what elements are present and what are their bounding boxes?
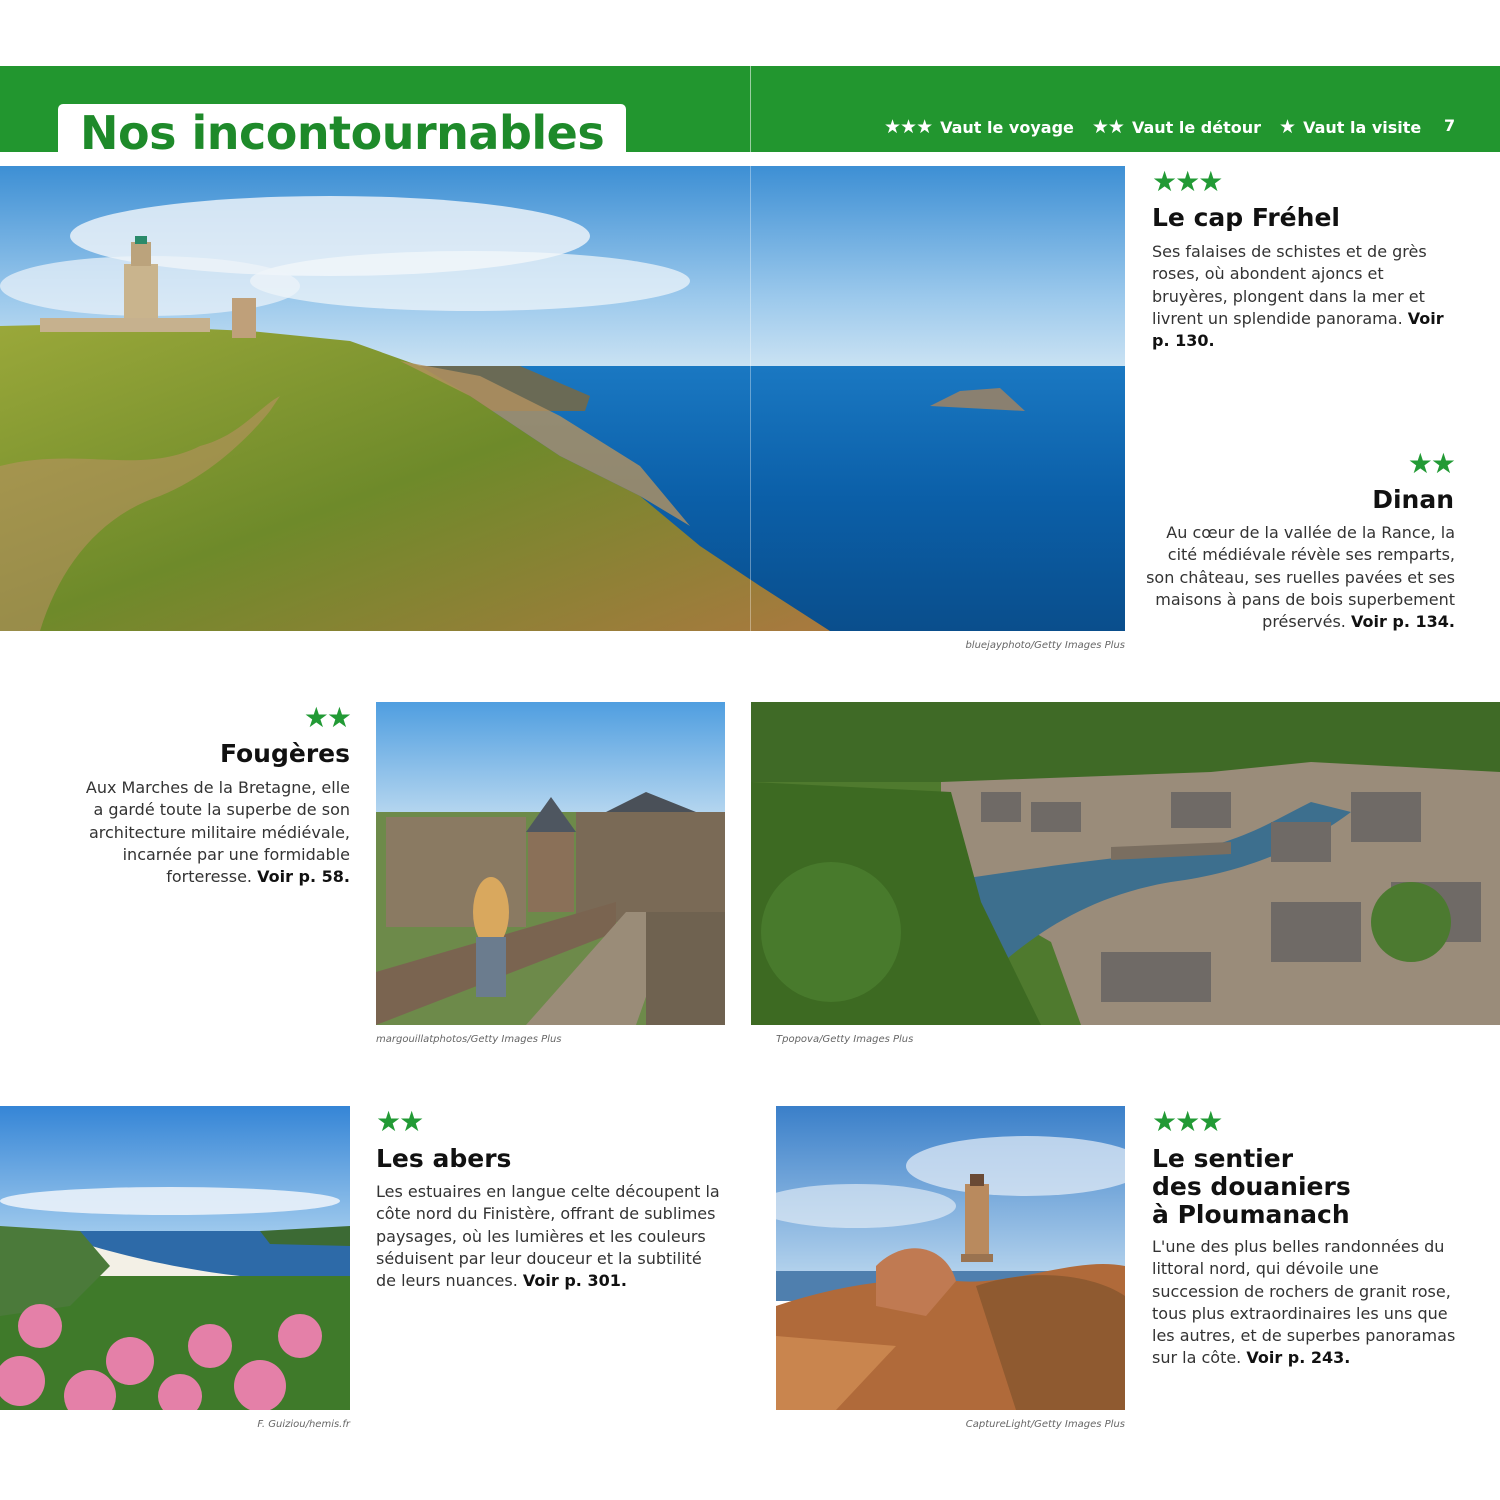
- photo-credit: margouillatphotos/Getty Images Plus: [376, 1034, 562, 1045]
- two-star-icon: ★★: [1407, 447, 1454, 480]
- sight-text-fougeres: [80, 777, 350, 888]
- photo-gutter: [750, 166, 751, 631]
- three-star-icon: ★★★: [884, 116, 933, 138]
- page-reference: Voir p. 301.: [522, 1271, 627, 1291]
- sight-text-dinan: [1140, 522, 1455, 633]
- legend-label: Vaut la visite: [1303, 117, 1422, 137]
- ploumanach-photo: [776, 1106, 1125, 1410]
- sight-text-frehel: [1152, 241, 1452, 352]
- sight-description: Ses falaises de schistes et de grès roses, où abondent ajoncs et bruyères, plongent dans la mer et livrent un splendide panorama.: [1152, 242, 1427, 328]
- two-star-icon: ★★: [1091, 116, 1124, 138]
- one-star-icon: ★: [1279, 116, 1296, 138]
- photo-credit: CaptureLight/Getty Images Plus: [965, 1419, 1125, 1430]
- sight-title-fougeres: Fougères: [219, 739, 350, 768]
- sight-description: Au cœur de la vallée de la Rance, la cité médiévale révèle ses remparts, son château, ses ruelles pavées et ses maisons à pans de bois superbement préservés.: [1146, 523, 1455, 632]
- page-number: 7: [1444, 116, 1456, 135]
- page-reference: Voir p. 134.: [1350, 612, 1455, 632]
- sight-title-ploumanach: [1152, 1145, 1351, 1229]
- sight-text-ploumanach: [1152, 1236, 1462, 1370]
- page-reference: Voir p. 58.: [257, 867, 350, 887]
- page-gutter: [750, 66, 751, 152]
- abers-photo: [0, 1106, 350, 1410]
- title-line: à Ploumanach: [1152, 1200, 1350, 1229]
- legend-two-stars: [1092, 116, 1261, 138]
- page-reference: Voir p. 130.: [1152, 308, 1444, 351]
- fougeres-photo: [376, 702, 725, 1025]
- photo-credit: bluejayphoto/Getty Images Plus: [965, 640, 1125, 651]
- page-reference: Voir p. 243.: [1246, 1348, 1351, 1368]
- photo-credit: Tpopova/Getty Images Plus: [776, 1034, 914, 1045]
- star-legend: [884, 114, 1439, 140]
- sight-title-dinan: Dinan: [1372, 485, 1454, 514]
- sight-text-abers: [376, 1181, 721, 1292]
- sight-description: Aux Marches de la Bretagne, elle a gardé toute la superbe de son architecture militaire médiévale, incarnée par une formidable forteresse.: [85, 778, 350, 887]
- photo-credit: F. Guiziou/hemis.fr: [257, 1419, 350, 1430]
- dinan-photo: [751, 702, 1500, 1025]
- legend-label: Vaut le détour: [1131, 117, 1262, 137]
- sight-description: Les estuaires en langue celte découpent la côte nord du Finistère, offrant de sublimes paysages, où les lumières et les couleurs séduisent par leur douceur et la subtilité de leurs nuances.: [376, 1182, 720, 1291]
- legend-three-stars: [884, 116, 1074, 138]
- sight-title-frehel: Le cap Fréhel: [1152, 203, 1340, 232]
- two-star-icon: ★★: [303, 701, 350, 734]
- three-star-icon: ★★★: [1152, 165, 1222, 198]
- two-star-icon: ★★: [376, 1105, 423, 1138]
- three-star-icon: ★★★: [1152, 1105, 1222, 1138]
- page-title: Nos incontournables: [80, 106, 605, 160]
- cap-frehel-photo: [0, 166, 1125, 631]
- sight-title-abers: Les abers: [376, 1144, 512, 1173]
- title-line: Le sentier: [1152, 1144, 1294, 1173]
- legend-one-star: [1279, 116, 1421, 138]
- legend-label: Vaut le voyage: [940, 117, 1074, 137]
- title-line: des douaniers: [1152, 1172, 1351, 1201]
- sight-description: L'une des plus belles randonnées du littoral nord, qui dévoile une succession de rochers de granit rose, tous plus extraordinaires les uns que les autres, et de superbes panoramas sur la côte.: [1152, 1237, 1456, 1368]
